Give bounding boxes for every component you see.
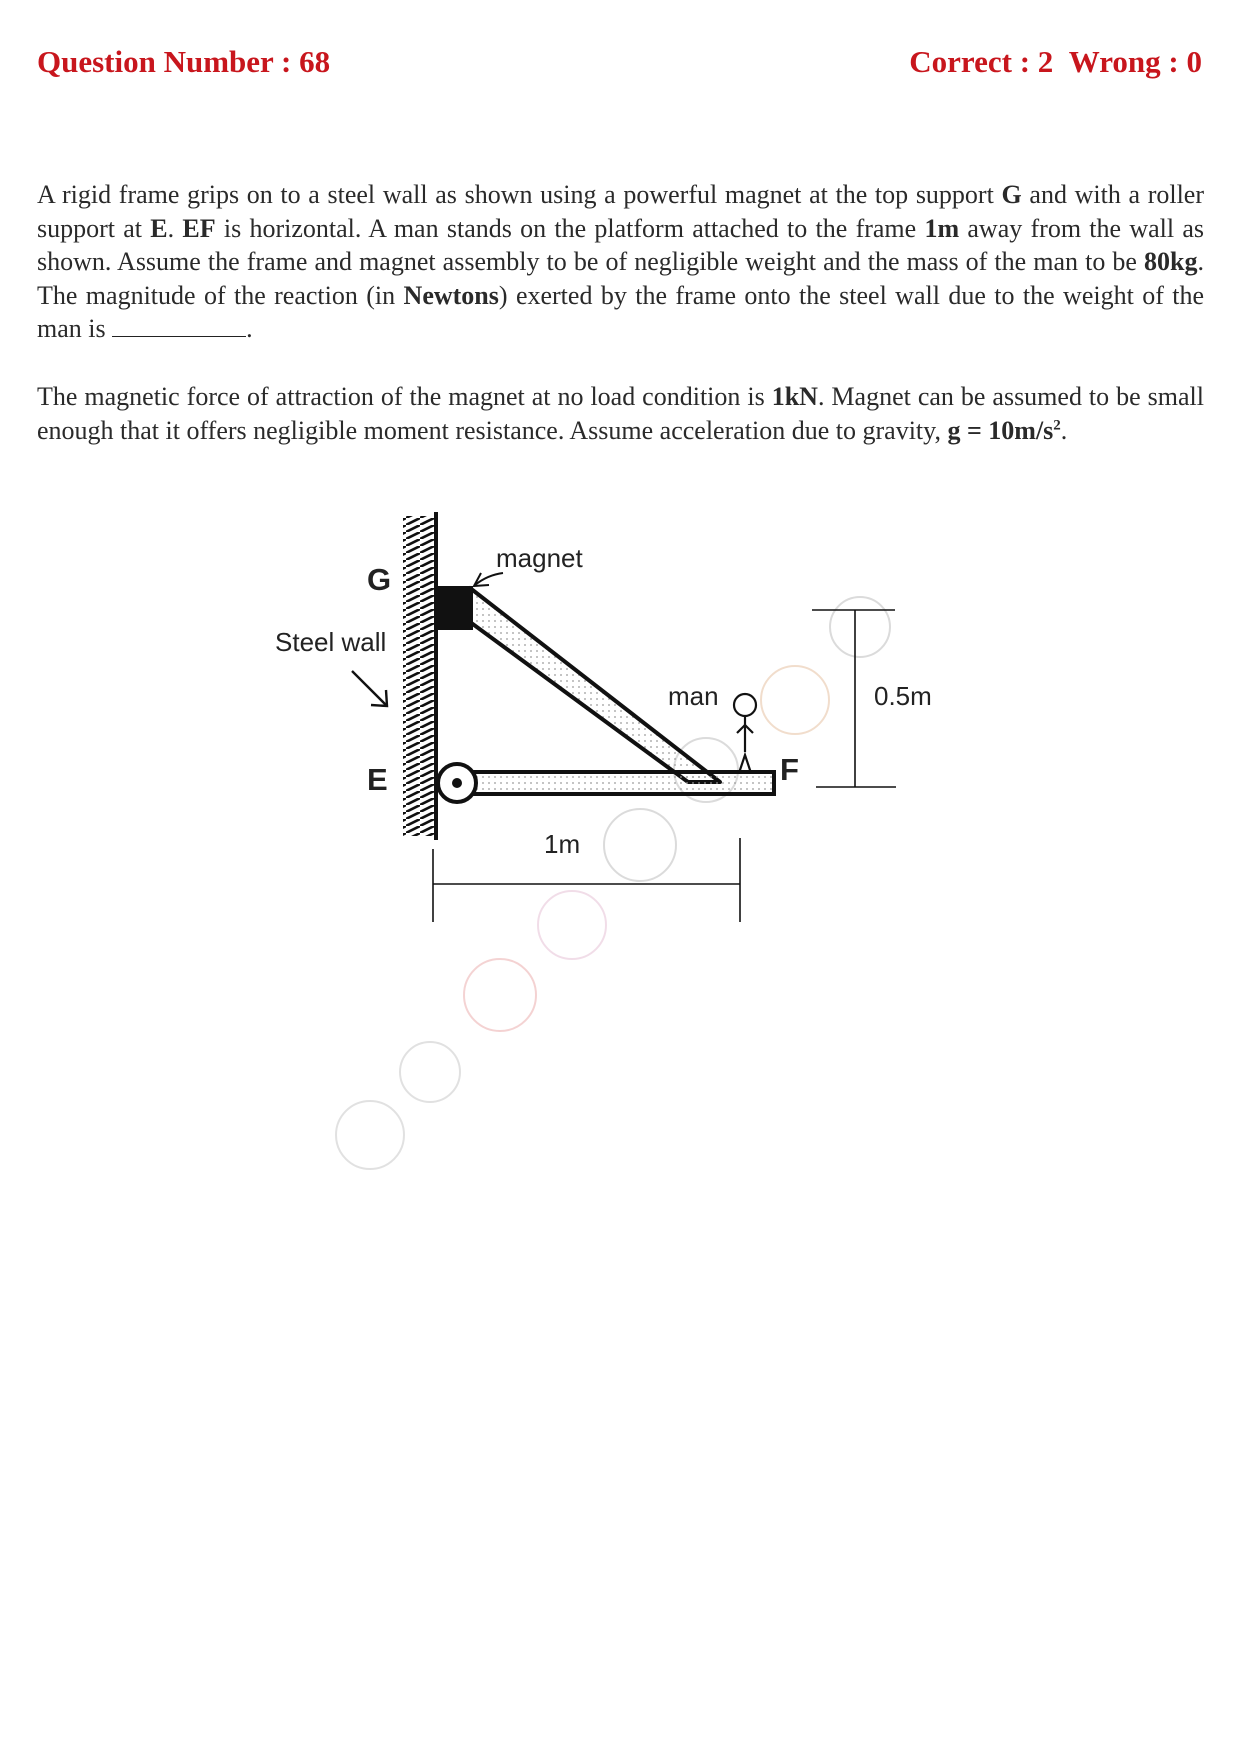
label-steel-wall: Steel wall xyxy=(275,627,387,657)
label-height: 0.5m xyxy=(874,681,932,711)
label-g: G xyxy=(367,562,392,597)
label-width: 1m xyxy=(544,829,581,859)
question-paragraph-1: A rigid frame grips on to a steel wall as shown using a powerful magnet at the top support G and with a roller support at E. EF is horizontal. A man stands on the platform attached to the frame 1m away from the wall as shown. Assume the frame and magnet assembly to be of negligible weight and the mass of the man to be 80kg. The magnitude of the reaction (in Newtons) exerted by the frame onto the steel wall due to the weight of the man is . xyxy=(37,180,1205,343)
steel-wall xyxy=(403,512,437,840)
label-e: E xyxy=(367,762,388,797)
horizontal-member xyxy=(458,772,774,794)
steel-wall-pointer-arrow xyxy=(352,671,387,706)
roller-support xyxy=(438,764,476,802)
width-dimension xyxy=(433,838,740,922)
score-wrong: Wrong : 0 xyxy=(1068,44,1202,79)
label-f: F xyxy=(780,752,799,787)
question-paragraph-2: The magnetic force of attraction of the magnet at no load condition is 1kN. Magnet can be assumed to be small enough that it offers negligible moment resistance. Assume acceleration due to gravity, $g = 10m/s^2$. xyxy=(37,382,1204,445)
label-magnet: magnet xyxy=(496,543,583,573)
question-number: Question Number : 68 xyxy=(37,44,331,79)
magnet-pointer-arrow xyxy=(474,573,503,586)
label-man: man xyxy=(668,681,719,711)
magnet-block xyxy=(438,586,473,630)
score-correct: Correct : 2 xyxy=(909,44,1054,79)
